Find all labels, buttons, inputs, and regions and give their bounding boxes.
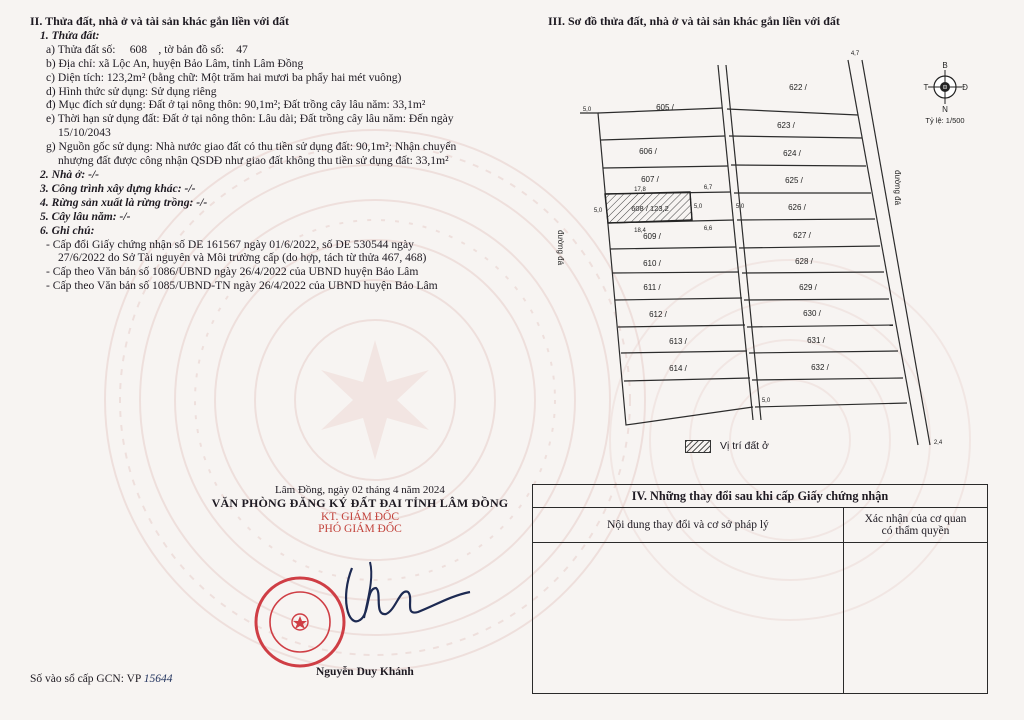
address-line: b) Địa chỉ: xã Lộc An, huyện Bảo Lâm, tỉnh Lâm Đồng: [46, 56, 304, 70]
changes-content-cell: [533, 543, 844, 694]
usage-term-line: e) Thời hạn sử dụng đất: Đất ở tại nông thôn: Lâu dài; Đất trồng cây lâu năm: Đến ngày: [46, 112, 454, 126]
changes-title: IV. Những thay đổi sau khi cấp Giấy chứng nhận: [533, 485, 988, 508]
road-right-label: đường đá: [893, 170, 902, 206]
dim-608-bottom: 18,4: [634, 228, 646, 234]
map-sheet-number: 47: [236, 42, 248, 56]
office-name: VĂN PHÒNG ĐĂNG KÝ ĐẤT ĐAI TỈNH LÂM ĐỒNG: [211, 496, 509, 510]
parcel-612: 612 /: [649, 310, 667, 319]
section-title: II. Thửa đất, nhà ở và tài sản khác gắn liền với đất: [30, 14, 290, 28]
compass-b: B: [942, 61, 948, 70]
dim-608-right-top: 6,7: [703, 185, 713, 191]
parcel-630: 630 /: [803, 309, 821, 318]
parcel-number: 608: [129, 42, 148, 56]
handwritten-signature: [330, 558, 490, 638]
dim-center-road: 5,0: [761, 398, 771, 404]
diagram-title: III. Sơ đồ thửa đất, nhà ở và tài sản khác gắn liền với đất: [548, 14, 840, 28]
parcel-628: 628 /: [795, 257, 813, 266]
signature-block: [190, 484, 530, 535]
dim-608-mid: 5,0: [735, 204, 745, 210]
changes-confirm-cell: [844, 543, 988, 694]
scale-label: Tỷ lệ: 1/500: [925, 116, 965, 125]
parcel-608-label: 608 / 123,2: [631, 204, 669, 213]
issue-date-line: Lâm Đồng, ngày 02 tháng 4 năm 2024: [275, 484, 445, 496]
area-line: c) Diện tích: 123,2m² (bằng chữ: Một trăm hai mươi ba phẩy hai mét vuông): [46, 70, 402, 84]
parcel-611: 611 /: [643, 283, 661, 292]
dim-608-right-bottom: 6,6: [703, 226, 713, 232]
deputy-director: PHÓ GIÁM ĐỐC: [318, 523, 402, 535]
parcel-622: 622 /: [789, 83, 807, 92]
compass-n: N: [942, 105, 948, 114]
parcel-606: 606 /: [639, 147, 657, 156]
issue-number-line: Số vào sổ cấp GCN: VP 15644: [30, 673, 173, 685]
signer-name: Nguyễn Duy Khánh: [316, 666, 414, 678]
parcel-632: 632 /: [811, 363, 829, 372]
compass-icon: [928, 70, 962, 104]
parcel-613: 613 /: [669, 337, 687, 346]
trees-line: 5. Cây lâu năm: -/-: [40, 209, 131, 223]
works-line: 3. Công trình xây dựng khác: -/-: [40, 181, 196, 195]
legend-label: Vị trí đất ở: [720, 440, 769, 452]
road-left-label: đường đá: [556, 230, 565, 266]
changes-col-content: Nội dung thay đổi và cơ sở pháp lý: [533, 508, 844, 543]
notes-heading: 6. Ghi chú:: [40, 223, 95, 237]
note-1a: - Cấp đổi Giấy chứng nhận số DE 161567 ngày 01/6/2022, số DE 530544 ngày: [46, 237, 414, 251]
usage-term-date: 15/10/2043: [58, 126, 111, 140]
origin-line-1: g) Nguồn gốc sử dụng: Nhà nước giao đất có thu tiền sử dụng đất: 90,1m²; Nhận chuyển: [46, 140, 457, 154]
parcel-605: 605 /: [656, 103, 674, 112]
compass-t: T: [923, 83, 929, 92]
changes-table: [532, 484, 988, 694]
note-2: - Cấp theo Văn bản số 1086/UBND ngày 26/4/2022 của UBND huyện Bảo Lâm: [46, 265, 419, 279]
land-heading: 1. Thửa đất:: [40, 28, 100, 42]
changes-col-confirm: Xác nhận của cơ quan có thẩm quyền: [844, 508, 988, 543]
compass-d: Đ: [962, 83, 968, 92]
note-1b: 27/6/2022 do Sở Tài nguyên và Môi trường cấp (do hợp, tách từ thửa 467, 468): [58, 251, 427, 265]
parcel-line: a) Thửa đất số: 608 , tờ bản đồ số: 47: [30, 43, 520, 57]
dim-bottom-right: 2,4: [933, 440, 943, 446]
parcel-diagram: [540, 30, 1024, 460]
parcel-625: 625 /: [785, 176, 803, 185]
dim-top-right: 4,7: [850, 51, 860, 57]
parcel-623: 623 /: [777, 121, 795, 130]
parcel-614: 614 /: [669, 364, 687, 373]
parcel-610: 610 /: [643, 259, 661, 268]
usage-purpose-line: đ) Mục đích sử dụng: Đất ở tại nông thôn: 90,1m²; Đất trồng cây lâu năm: 33,1m²: [46, 98, 426, 112]
forest-line: 4. Rừng sản xuất là rừng trồng: -/-: [40, 195, 208, 209]
parcel-626: 626 /: [788, 203, 806, 212]
issue-day: 02: [352, 484, 364, 496]
origin-line-2: nhượng đất được công nhận QSDĐ như giao đất không thu tiền sử dụng đất: 33,1m²: [58, 154, 449, 168]
parcel-624: 624 /: [783, 149, 801, 158]
dim-top-left: 5,0: [582, 107, 592, 113]
parcel-631: 631 /: [807, 336, 825, 345]
house-line: 2. Nhà ở: -/-: [40, 167, 100, 181]
note-3: - Cấp theo Văn bản số 1085/UBND-TN ngày 26/4/2022 của UBND huyện Bảo Lâm: [46, 279, 438, 293]
parcel-627: 627 /: [793, 231, 811, 240]
parcel-607: 607 /: [641, 175, 659, 184]
land-info-section: [30, 15, 520, 293]
parcel-629: 629 /: [799, 283, 817, 292]
legend-hatch-swatch: [685, 440, 711, 453]
kt-director: KT. GIÁM ĐỐC: [320, 511, 400, 523]
usage-form-line: d) Hình thức sử dụng: Sử dụng riêng: [46, 84, 217, 98]
parcel-609: 609 /: [643, 232, 661, 241]
issue-number: 15644: [143, 673, 173, 685]
dim-608-left: 5,0: [593, 208, 603, 214]
issue-month: 4: [392, 484, 399, 496]
dim-608-top: 17,8: [634, 187, 646, 193]
dim-608-inner: 5,0: [693, 204, 703, 210]
